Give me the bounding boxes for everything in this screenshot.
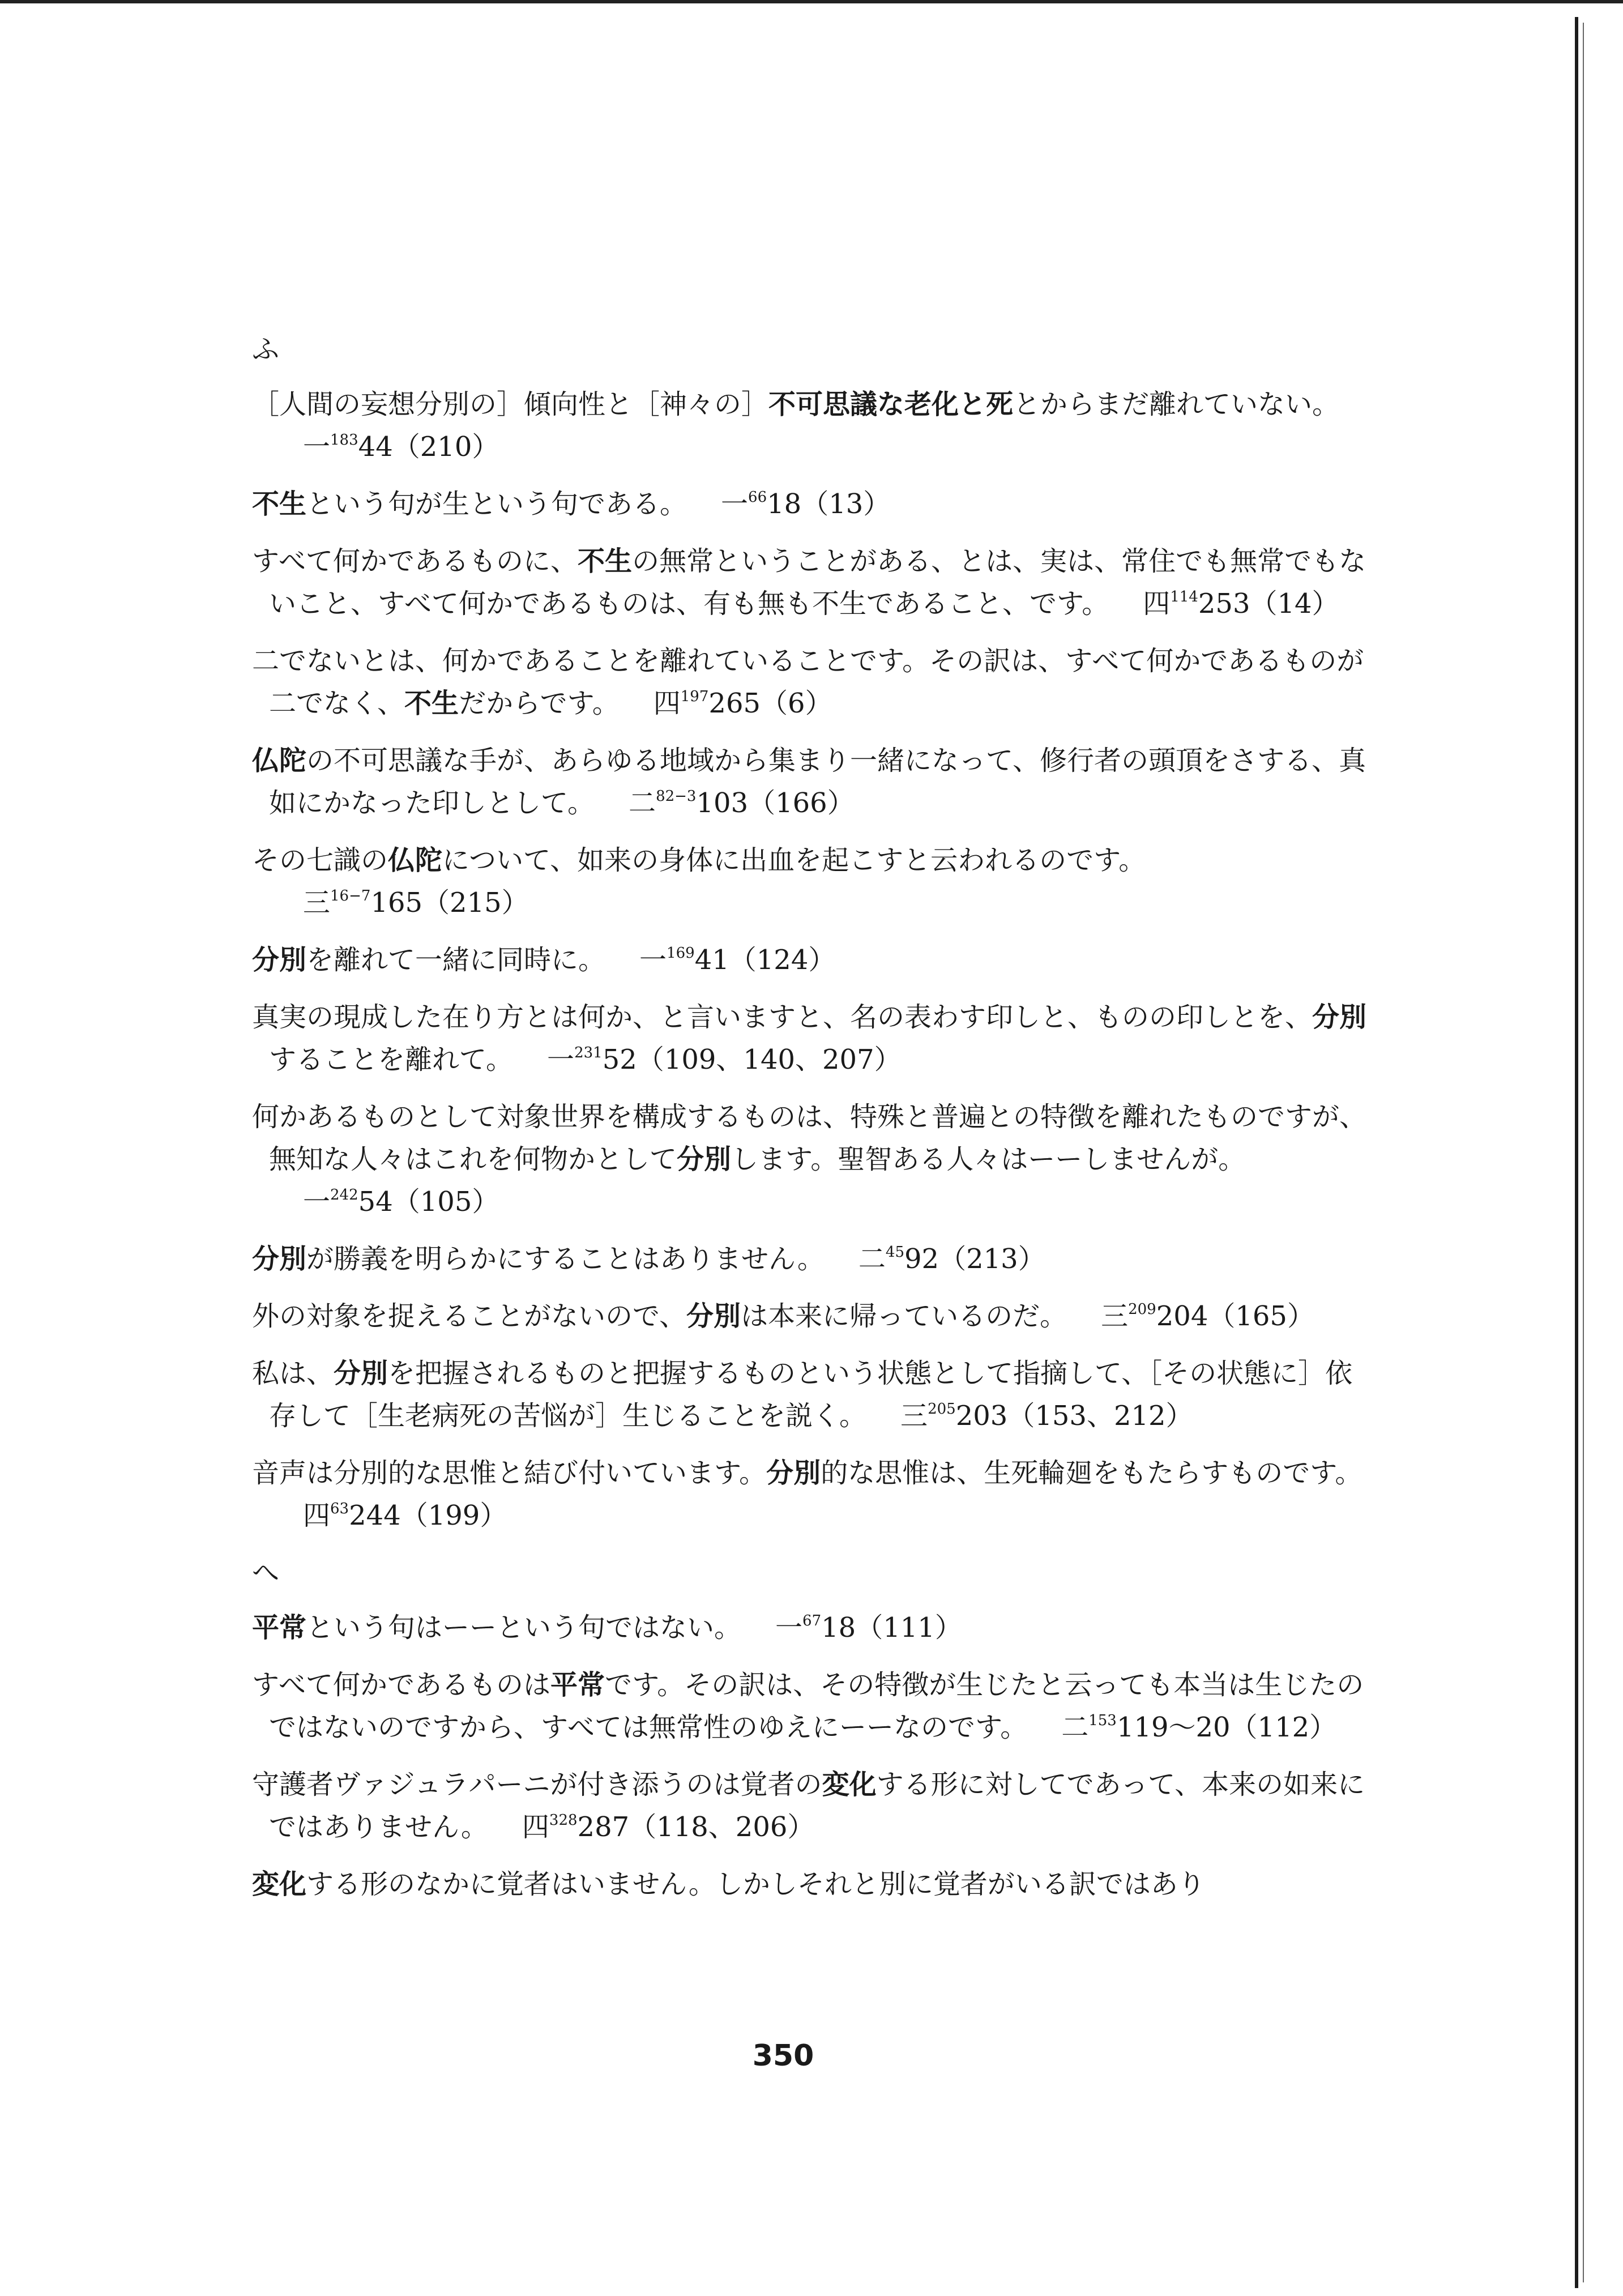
index-entry bbox=[252, 740, 1379, 825]
index-entry bbox=[252, 1096, 1379, 1223]
index-entry bbox=[252, 1863, 1379, 1906]
index-entry bbox=[252, 1452, 1379, 1537]
entry-text: その七識の仏陀について、如来の身体に出血を起こすと云われるのです。 bbox=[252, 844, 1146, 876]
entry-text: すべて何かであるものに、不生の無常ということがある、とは、実は、常住でも無常でもないこと、すべて何かであるものは、有も無も不生であること、です。 bbox=[252, 545, 1366, 620]
index-entry bbox=[252, 1238, 1379, 1281]
scan-edge-right-inner bbox=[1583, 23, 1584, 2282]
entry-text: 外の対象を捉えることがないので、分別は本来に帰っているのだ。 bbox=[252, 1300, 1067, 1332]
index-entry bbox=[252, 1607, 1379, 1649]
index-entry bbox=[252, 1352, 1379, 1437]
page-border-top bbox=[0, 0, 1623, 3]
entry-reference: 一$^{169}$41（124） bbox=[639, 944, 836, 976]
index-content bbox=[252, 328, 1379, 1921]
entry-reference: 四$^{328}$287（118、206） bbox=[522, 1811, 815, 1843]
entry-reference: 二$^{82-3}$103（166） bbox=[629, 787, 855, 819]
entry-reference: 四$^{63}$244（199） bbox=[303, 1500, 507, 1531]
entry-text: 仏陀の不可思議な手が、あらゆる地域から集まり一緒になって、修行者の頭頂をさする、真如にかなった印しとして。 bbox=[252, 745, 1366, 819]
entry-reference: 一$^{242}$54（105） bbox=[303, 1186, 499, 1218]
entry-text: 守護者ヴァジュラパーニが付き添うのは覚者の変化する形に対してであって、本来の如来にではありません。 bbox=[252, 1769, 1365, 1843]
entry-text: すべて何かであるものは平常です。その訳は、その特徴が生じたと云っても本当は生じたのではないのですから、すべては無常性のゆえにーーなのです。 bbox=[252, 1669, 1364, 1743]
entry-reference: 一$^{231}$52（109、140、207） bbox=[547, 1044, 902, 1076]
entry-text: 何かあるものとして対象世界を構成するものは、特殊と普遍との特徴を離れたものですが、無知な人々はこれを何物かとして分別します。聖智ある人々はーーしませんが。 bbox=[252, 1101, 1367, 1175]
entry-reference: 一$^{67}$18（111） bbox=[775, 1612, 962, 1644]
entry-text: ［人間の妄想分別の］傾向性と［神々の］不可思議な老化と死とからまだ離れていない。 bbox=[252, 389, 1340, 420]
index-entry bbox=[252, 1664, 1379, 1749]
index-entry bbox=[252, 839, 1379, 924]
index-entry bbox=[252, 640, 1379, 725]
index-entry bbox=[252, 540, 1379, 625]
entry-text: 変化する形のなかに覚者はいません。しかしそれと別に覚者がいる訳ではあり bbox=[252, 1868, 1205, 1900]
entry-reference: 二$^{45}$92（213） bbox=[858, 1243, 1045, 1275]
entry-text: 分別を離れて一緒に同時に。 bbox=[252, 944, 606, 976]
entry-reference: 四$^{197}$265（6） bbox=[653, 688, 832, 719]
entry-text: 二でないとは、何かであることを離れていることです。その訳は、すべて何かであるものが二でなく、不生だからです。 bbox=[252, 645, 1364, 719]
entry-reference: 一$^{183}$44（210） bbox=[303, 431, 499, 463]
entry-text: 分別が勝義を明らかにすることはありません。 bbox=[252, 1243, 825, 1275]
page-number: 350 bbox=[752, 2039, 814, 2073]
entry-reference: 三$^{205}$203（153、212） bbox=[900, 1400, 1193, 1432]
entry-text: 真実の現成した在り方とは何か、と言いますと、名の表わす印しと、ものの印しとを、分別することを離れて。 bbox=[252, 1001, 1367, 1076]
entry-reference: 二$^{153}$119〜20（112） bbox=[1061, 1712, 1337, 1743]
entry-reference: 一$^{66}$18（13） bbox=[721, 488, 891, 520]
entry-text: 平常という句はーーという句ではない。 bbox=[252, 1612, 742, 1644]
entry-text: 不生という句が生という句である。 bbox=[252, 488, 687, 520]
index-entry bbox=[252, 996, 1379, 1081]
scan-edge-right bbox=[1575, 17, 1578, 2288]
entry-reference: 三$^{209}$204（165） bbox=[1101, 1300, 1314, 1332]
entry-text: 音声は分別的な思惟と結び付いています。分別的な思惟は、生死輪廻をもたらすものです。 bbox=[252, 1457, 1363, 1489]
index-entry bbox=[252, 383, 1379, 468]
section-heading: へ bbox=[252, 1557, 280, 1589]
index-entry bbox=[252, 939, 1379, 981]
entry-reference: 四$^{114}$253（14） bbox=[1143, 588, 1339, 620]
entry-reference: 三$^{16-7}$165（215） bbox=[303, 887, 529, 919]
entry-text: 私は、分別を把握されるものと把握するものという状態として指摘して、［その状態に］依存して［生老病死の苦悩が］生じることを説く。 bbox=[252, 1358, 1353, 1432]
index-entry bbox=[252, 483, 1379, 526]
section-heading: ふ bbox=[252, 334, 280, 365]
index-entry bbox=[252, 1295, 1379, 1338]
index-entry bbox=[252, 1764, 1379, 1849]
